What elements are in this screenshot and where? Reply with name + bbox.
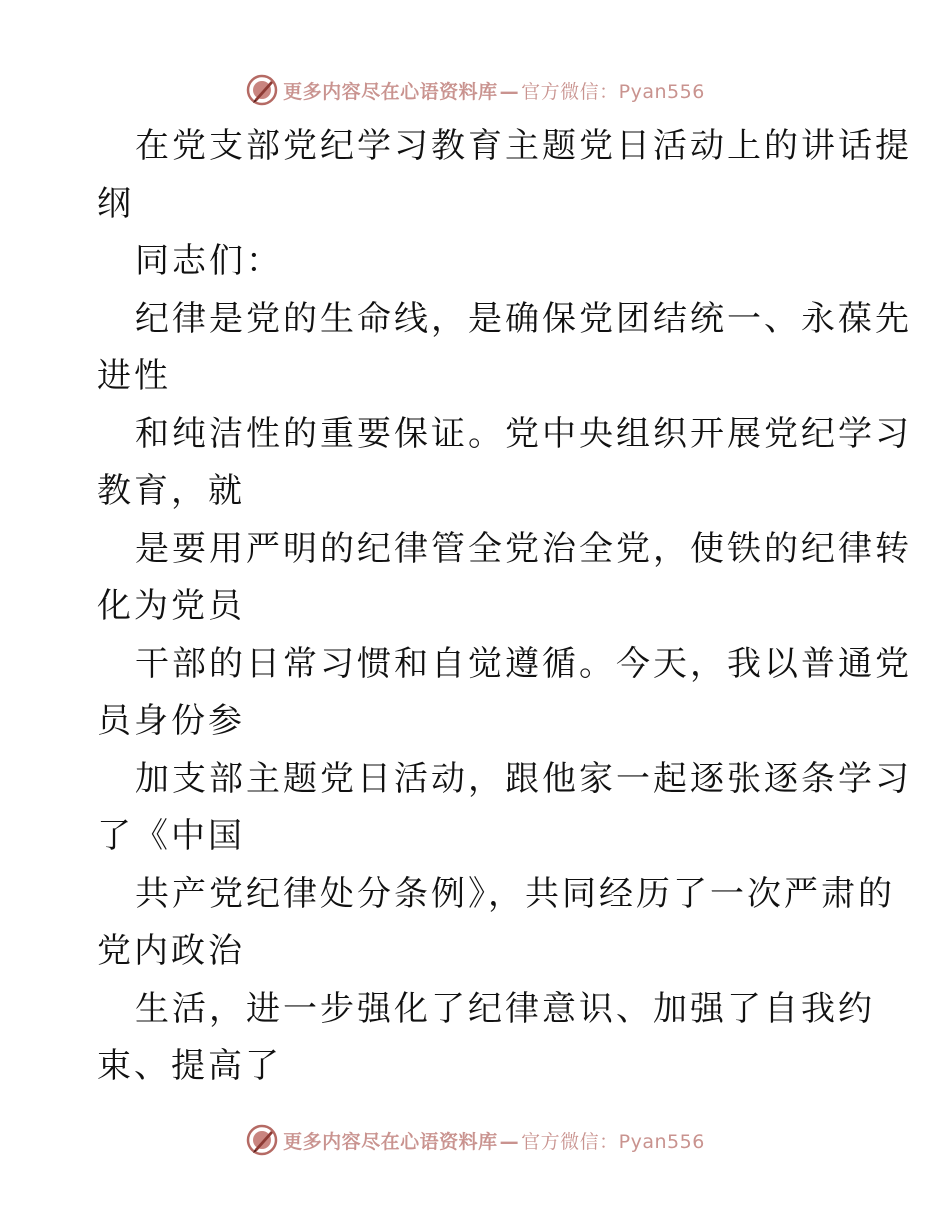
line-text: 员身份参	[97, 701, 245, 741]
line-text: 同志们：	[135, 241, 283, 281]
text-line	[97, 521, 912, 579]
text-line	[97, 1038, 857, 1096]
text-line	[97, 751, 912, 809]
line-text: 在党支部党纪学习教育主题党日活动上的讲话提	[135, 126, 912, 166]
text-line	[97, 693, 857, 751]
text-line	[97, 866, 895, 924]
text-line	[97, 233, 857, 291]
banner-text: 更多内容尽在心语资料库 — 官方微信：Pyan556	[283, 1130, 705, 1153]
line-text: 束、提高了	[97, 1046, 282, 1086]
text-line	[97, 291, 912, 349]
line-text: 共产党纪律处分条例》，共同经历了一次严肃的	[135, 873, 895, 914]
line-text: 和纯洁性的重要保证。党中央组织开展党纪学习	[135, 413, 912, 454]
line-text: 进性	[97, 356, 171, 396]
document-body	[97, 118, 912, 1096]
pen-circle-logo-icon	[245, 73, 279, 107]
line-text: 加支部主题党日活动，跟他家一起逐张逐条学习	[135, 758, 912, 799]
line-text: 了《中国	[97, 816, 245, 856]
banner-text: 更多内容尽在心语资料库 — 官方微信：Pyan556	[283, 80, 705, 103]
text-line	[97, 348, 857, 406]
text-line	[97, 808, 857, 866]
line-text: 教育，就	[97, 471, 245, 511]
line-text: 生活，进一步强化了纪律意识、加强了自我约	[135, 988, 875, 1029]
pen-circle-logo-icon	[245, 1123, 279, 1157]
line-text: 党内政治	[97, 931, 245, 971]
text-line	[97, 923, 857, 981]
text-line	[97, 406, 912, 464]
header-banner	[0, 70, 950, 110]
text-line	[97, 636, 912, 694]
line-text: 干部的日常习惯和自觉遵循。今天，我以普通党	[135, 643, 912, 684]
line-text: 是要用严明的纪律管全党治全党，使铁的纪律转	[135, 528, 912, 569]
line-text: 化为党员	[97, 586, 245, 626]
footer-banner	[0, 1120, 950, 1160]
line-text: 纲	[97, 183, 134, 224]
text-line	[97, 463, 857, 521]
text-line	[97, 118, 912, 176]
text-line	[97, 981, 875, 1039]
text-line	[97, 578, 857, 636]
line-text: 纪律是党的生命线，是确保党团结统一、永葆先	[135, 298, 912, 339]
text-line	[97, 176, 857, 234]
